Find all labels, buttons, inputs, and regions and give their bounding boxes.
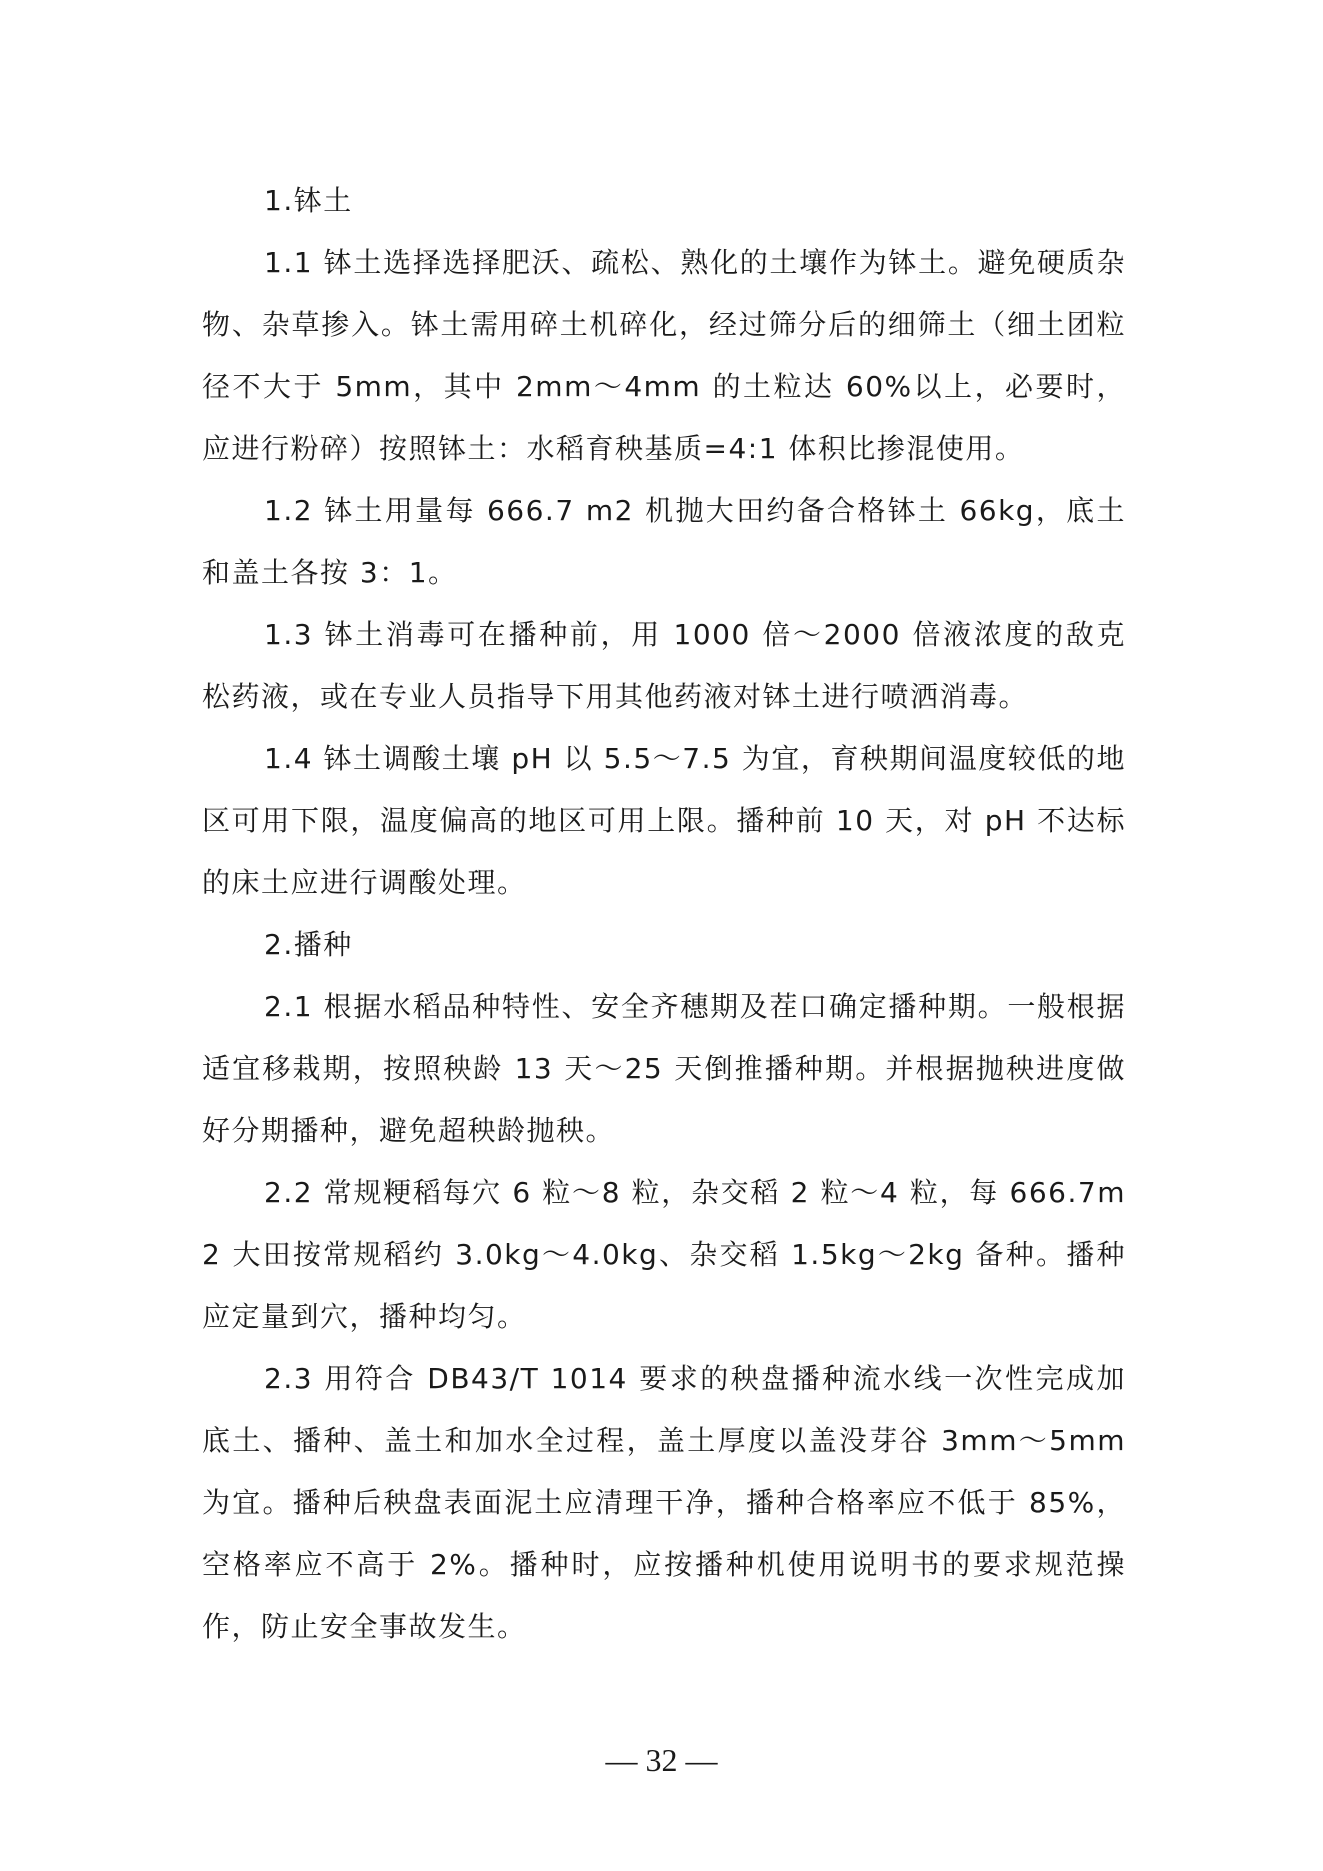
paragraph-2-3: 2.3 用符合 DB43/T 1014 要求的秧盘播种流水线一次性完成加底土、播种、盖土和加水全过程，盖土厚度以盖没芽谷 3mm～5mm 为宜。播种后秧盘表面泥土应清理干净，播种合格率应不低于 85%，空格率应不高于 2%。播种时，应按播种机使用说明书的要求规范操作，防止安全事故发生。 [202, 1362, 1126, 1643]
page-number: — 32 — [605, 1742, 718, 1778]
paragraph-1-3: 1.3 钵土消毒可在播种前，用 1000 倍～2000 倍液浓度的敌克松药液，或在专业人员指导下用其他药液对钵土进行喷洒消毒。 [202, 618, 1126, 713]
paragraph-1-1: 1.1 钵土选择选择肥沃、疏松、熟化的土壤作为钵土。避免硬质杂物、杂草掺入。钵土需用碎土机碎化，经过筛分后的细筛土（细土团粒径不大于 5mm，其中 2mm～4mm 的土粒达 60%以上，必要时，应进行粉碎）按照钵土：水稻育秧基质=4:1 体积比掺混使用。 [202, 246, 1126, 465]
section-heading-1: 1.钵土 [264, 184, 353, 217]
paragraph-2-2: 2.2 常规粳稻每穴 6 粒～8 粒，杂交稻 2 粒～4 粒，每 666.7m2 大田按常规稻约 3.0kg～4.0kg、杂交稻 1.5kg～2kg 备种。播种应定量到穴，播种均匀。 [202, 1176, 1126, 1333]
paragraph-1-2: 1.2 钵土用量每 666.7 m2 机抛大田约备合格钵土 66kg，底土和盖土各按 3：1。 [202, 494, 1126, 589]
section-heading-2: 2.播种 [264, 928, 353, 961]
body-text [202, 170, 1126, 1658]
paragraph-1-4: 1.4 钵土调酸土壤 pH 以 5.5～7.5 为宜，育秧期间温度较低的地区可用下限，温度偏高的地区可用上限。播种前 10 天，对 pH 不达标的床土应进行调酸处理。 [202, 742, 1126, 899]
paragraph-2-1: 2.1 根据水稻品种特性、安全齐穗期及茬口确定播种期。一般根据适宜移栽期，按照秧龄 13 天～25 天倒推播种期。并根据抛秧进度做好分期播种，避免超秧龄抛秧。 [202, 990, 1126, 1147]
